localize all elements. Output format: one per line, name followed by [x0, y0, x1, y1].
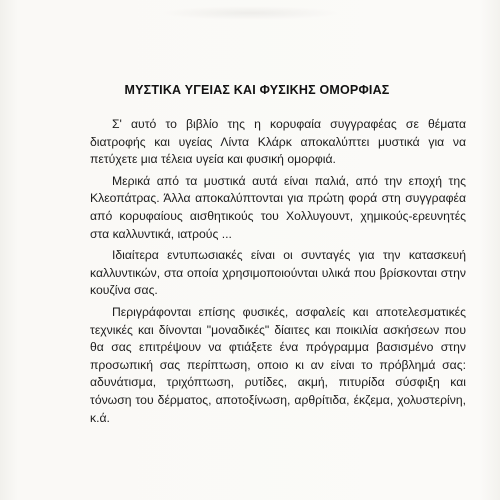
- show-through-mark: [160, 6, 340, 20]
- paragraph-2: Μερικά από τα μυστικά αυτά είναι παλιά, από την εποχή της Κλεοπάτρας. Άλλα αποκαλύπτονται για πρώτη φορά στη συγγραφέα από κορυφαίους αισθητικούς του Χολλυγουντ, χημικούς-ερευνητές στα καλλυντικά, ιατρούς ...: [90, 173, 466, 241]
- paragraph-4: Περιγράφονται επίσης φυσικές, ασφαλείς και αποτελεσματικές τεχνικές και δίνονται "μοναδικές" δίαιτες και ποικιλία ασκήσεων που θα σας επιτρέψουν να φτιάξετε ένα πρόγραμμα βασισμένο στην προσωπική σας περίπτωση, οποιο κι αν είναι το πρόβλημά σας: αδυνάτισμα, τριχόπτωση, ρυτίδες, ακμή, πιτυρίδα σύσφιξη και τόνωση του δέρματος, αποτοξίνωση, αρθρίτιδα, έκζεμα, χολυστερίνη, κ.ά.: [90, 304, 466, 425]
- body-text: [90, 116, 466, 431]
- paragraph-3: Ιδιαίτερα εντυπωσιακές είναι οι συνταγές για την κατασκευή καλλυντικών, στα οποία χρησιμοποιούνται υλικά που βρίσκονται στην κουζίνα σας.: [90, 248, 466, 298]
- page-title: ΜΥΣΤΙΚΑ ΥΓΕΙΑΣ ΚΑΙ ΦΥΣΙΚΗΣ ΟΜΟΡΦΙΑΣ: [124, 83, 390, 97]
- paragraph-1: Σ' αυτό το βιβλίο της η κορυφαία συγγραφέας σε θέματα διατροφής και υγείας Λίντα Κλάρκ αποκαλύπτει μυστικά για να πετύχετε μια τέλεια υγεία και φυσική ομορφιά.: [90, 117, 466, 167]
